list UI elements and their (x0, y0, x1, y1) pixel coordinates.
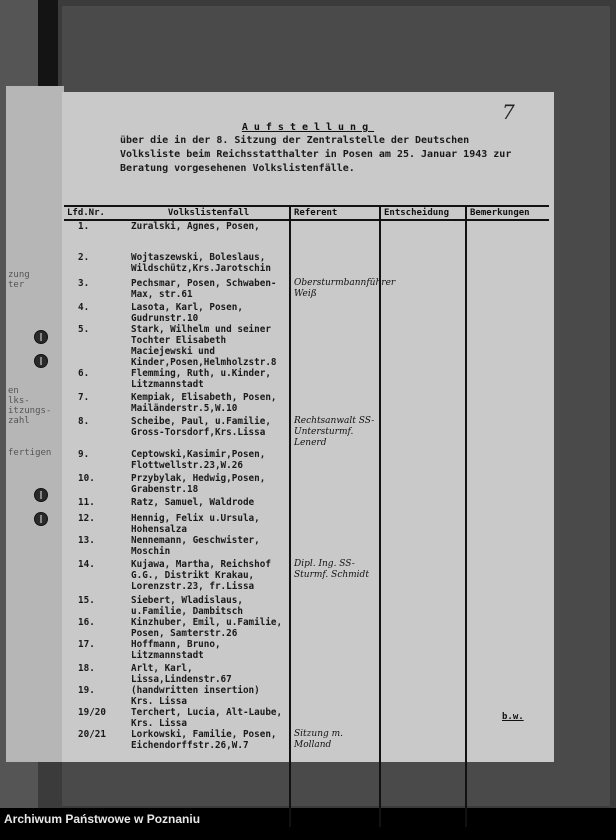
case-text: Ceptowski,Kasimir,Posen, Flottwellstr.23,W.26 (131, 449, 266, 471)
bemerkungen-cell (466, 497, 549, 513)
referent-cell (290, 497, 380, 513)
col-header-nr: Lfd.Nr. (64, 206, 128, 220)
table-row (64, 449, 549, 473)
case-text: Stark, Wilhelm und seiner Tochter Elisabeth Maciejewski und Kinder,Posen,Helmholzstr.8 (131, 324, 277, 368)
row-number: 13. (78, 535, 95, 546)
referent-cell (290, 368, 380, 392)
table-header-row (64, 206, 549, 220)
row-number: 2. (78, 252, 90, 263)
table-row (64, 497, 549, 513)
bemerkungen-cell (466, 535, 549, 559)
col-header-bemerkungen: Bemerkungen (466, 206, 549, 220)
case-text: Pechsmar, Posen, Schwaben- Max, str.61 (131, 278, 277, 300)
margin-fragment: zahl (8, 416, 30, 426)
row-number: 15. (78, 595, 95, 606)
case-text: Lorkowski, Familie, Posen, Eichendorffstr.26,W.7 (131, 729, 277, 751)
entscheidung-cell (380, 220, 466, 252)
table-row (64, 685, 549, 707)
binding-strip (38, 0, 58, 100)
referent-cell: Dipl. Ing. SS-Sturmf. Schmidt (290, 559, 380, 595)
entscheidung-cell (380, 416, 466, 449)
table-row (64, 416, 549, 449)
referent-cell (290, 220, 380, 252)
table-row (64, 392, 549, 416)
referent-cell: Obersturmbannführer Weiß (290, 278, 380, 302)
entscheidung-cell (380, 535, 466, 559)
col-header-fall: Volkslistenfall (128, 206, 290, 220)
referent-cell (290, 252, 380, 278)
entscheidung-cell (380, 685, 466, 707)
table-row (64, 302, 549, 324)
referent-cell (290, 685, 380, 707)
bemerkungen-cell (466, 729, 549, 777)
entscheidung-cell (380, 595, 466, 617)
row-number: 4. (78, 302, 90, 313)
row-number: 18. (78, 663, 95, 674)
entscheidung-cell (380, 368, 466, 392)
row-number: 1. (78, 221, 90, 232)
row-number: 10. (78, 473, 95, 484)
empty-cell (290, 777, 380, 827)
bemerkungen-cell (466, 278, 549, 302)
col-header-entscheidung: Entscheidung (380, 206, 466, 220)
referent-cell (290, 513, 380, 535)
table-row (64, 729, 549, 777)
row-number: 9. (78, 449, 90, 460)
row-number: 19/20 (78, 707, 106, 718)
margin-fragment: fertigen (8, 448, 52, 458)
margin-fragment: en (8, 386, 19, 396)
referent-cell (290, 617, 380, 639)
table-row (64, 639, 549, 663)
row-number: 16. (78, 617, 95, 628)
entscheidung-cell (380, 729, 466, 777)
row-number: 12. (78, 513, 95, 524)
referent-cell (290, 324, 380, 368)
document-subtitle: über die in der 8. Sitzung der Zentralstelle der Deutschen Volksliste beim Reichsstatthalter in Posen am 25. Januar 1943 zur Beratung vorgesehenen Volkslistenfälle. (120, 135, 512, 174)
table-row (64, 513, 549, 535)
bemerkungen-cell (466, 617, 549, 639)
case-text: Flemming, Ruth, u.Kinder, Litzmannstadt (131, 368, 271, 390)
table-row (64, 252, 549, 278)
referent-cell (290, 663, 380, 685)
table-row (64, 473, 549, 497)
row-number: 19. (78, 685, 95, 696)
punch-hole-icon (34, 330, 48, 344)
referent-cell (290, 449, 380, 473)
case-text: Ratz, Samuel, Waldrode (131, 497, 255, 508)
referent-cell: Sitzung m. Molland (290, 729, 380, 777)
table-row (64, 559, 549, 595)
row-number: 14. (78, 559, 95, 570)
case-text: Lasota, Karl, Posen, Gudrunstr.10 (131, 302, 243, 324)
underlying-sheet (6, 86, 64, 762)
row-number: 11. (78, 497, 95, 508)
entscheidung-cell (380, 392, 466, 416)
entscheidung-cell (380, 513, 466, 535)
margin-fragment: itzungs- (8, 406, 52, 416)
entscheidung-cell (380, 707, 466, 729)
case-text: Nennemann, Geschwister, Moschin (131, 535, 260, 557)
referent-cell (290, 302, 380, 324)
entscheidung-cell (380, 559, 466, 595)
archive-footer: Archiwum Państwowe w Poznaniu (4, 812, 201, 826)
entscheidung-cell (380, 449, 466, 473)
bemerkungen-cell (466, 368, 549, 392)
case-text: Siebert, Wladislaus, u.Familie, Dambitsch (131, 595, 243, 617)
row-number: 7. (78, 392, 90, 403)
case-text: Wojtaszewski, Boleslaus, Wildschütz,Krs.Jarotschin (131, 252, 271, 274)
bemerkungen-cell (466, 663, 549, 685)
entscheidung-cell (380, 302, 466, 324)
case-text: Hoffmann, Bruno, Litzmannstadt (131, 639, 221, 661)
table-row (64, 324, 549, 368)
margin-fragment: lks- (8, 396, 30, 406)
case-text: Przybylak, Hedwig,Posen, Grabenstr.18 (131, 473, 266, 495)
cases-table (64, 205, 549, 827)
row-number: 17. (78, 639, 95, 650)
bemerkungen-cell (466, 513, 549, 535)
referent-cell: Rechtsanwalt SS-Untersturmf. Lenerd (290, 416, 380, 449)
bemerkungen-cell (466, 252, 549, 278)
case-text: Zuralski, Agnes, Posen, (131, 221, 260, 232)
table-row (64, 220, 549, 252)
entscheidung-cell (380, 497, 466, 513)
col-header-referent: Referent (290, 206, 380, 220)
punch-hole-icon (34, 354, 48, 368)
bw-mark: b.w. (502, 712, 524, 722)
bemerkungen-cell (466, 302, 549, 324)
empty-cell (380, 777, 466, 827)
table-row (64, 368, 549, 392)
row-number: 20/21 (78, 729, 106, 740)
table-row (64, 617, 549, 639)
punch-hole-icon (34, 512, 48, 526)
punch-hole-icon (34, 488, 48, 502)
bemerkungen-cell (466, 392, 549, 416)
row-number: 3. (78, 278, 90, 289)
case-text: Kujawa, Martha, Reichshof G.G., Distrikt Krakau, Lorenzstr.23, fr.Lissa (131, 559, 271, 592)
bemerkungen-cell (466, 416, 549, 449)
referent-cell (290, 535, 380, 559)
bemerkungen-cell (466, 559, 549, 595)
document-title: Aufstellung (241, 122, 375, 133)
row-number: 6. (78, 368, 90, 379)
entscheidung-cell (380, 473, 466, 497)
table-row (64, 278, 549, 302)
entscheidung-cell (380, 639, 466, 663)
bemerkungen-cell (466, 473, 549, 497)
bemerkungen-cell (466, 639, 549, 663)
case-text: Terchert, Lucia, Alt-Laube, Krs. Lissa (131, 707, 283, 729)
bemerkungen-cell (466, 220, 549, 252)
table-row (64, 707, 549, 729)
row-number: 8. (78, 416, 90, 427)
margin-fragment: ter (8, 280, 25, 290)
referent-cell (290, 595, 380, 617)
table-row (64, 595, 549, 617)
case-text: Kempiak, Elisabeth, Posen, Mailänderstr.5,W.10 (131, 392, 277, 414)
margin-fragment: zung (8, 270, 30, 280)
handwritten-page-number: 7 (502, 100, 515, 124)
entscheidung-cell (380, 663, 466, 685)
case-text: (handwritten insertion) Krs. Lissa (131, 685, 260, 707)
bemerkungen-cell (466, 449, 549, 473)
document-page (62, 92, 554, 762)
case-text: Kinzhuber, Emil, u.Familie, Posen, Samterstr.26 (131, 617, 283, 639)
table-row (64, 535, 549, 559)
table-row (64, 663, 549, 685)
empty-cell (466, 777, 549, 827)
referent-cell (290, 392, 380, 416)
case-text: Scheibe, Paul, u.Familie, Gross-Torsdorf,Krs.Lissa (131, 416, 271, 438)
case-text: Arlt, Karl, Lissa,Lindenstr.67 (131, 663, 232, 685)
bemerkungen-cell (466, 685, 549, 707)
entscheidung-cell (380, 324, 466, 368)
entscheidung-cell (380, 252, 466, 278)
referent-cell (290, 639, 380, 663)
referent-cell (290, 707, 380, 729)
case-text: Hennig, Felix u.Ursula, Hohensalza (131, 513, 260, 535)
bemerkungen-cell (466, 324, 549, 368)
row-number: 5. (78, 324, 90, 335)
referent-cell (290, 473, 380, 497)
bemerkungen-cell (466, 595, 549, 617)
entscheidung-cell (380, 617, 466, 639)
